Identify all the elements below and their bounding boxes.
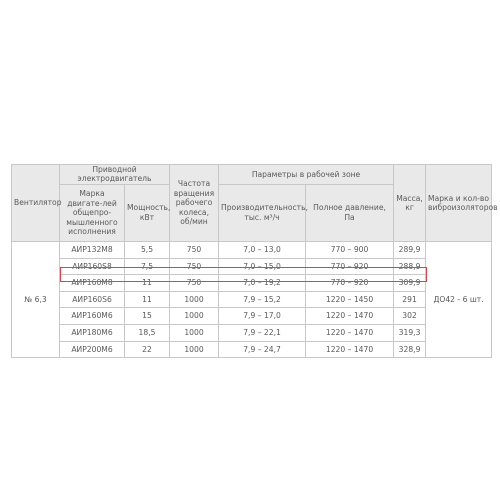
header-mass: Масса, кг [394, 165, 426, 242]
header-isolators: Марка и кол-во виброизоляторов [426, 165, 492, 242]
cell-mass: 309,9 [394, 275, 426, 292]
cell-capacity: 7,9 – 22,1 [219, 324, 306, 341]
cell-motor: АИР180М6 [60, 324, 125, 341]
cell-speed: 1000 [170, 341, 219, 358]
cell-motor: АИР160М6 [60, 308, 125, 325]
spec-table [11, 164, 498, 358]
cell-capacity: 7,0 – 19,2 [219, 275, 306, 292]
table-row [12, 291, 492, 308]
cell-capacity: 7,9 – 17,0 [219, 308, 306, 325]
header-power: Мощность, кВт [125, 184, 170, 241]
cell-speed: 750 [170, 241, 219, 258]
header-motor-brand: Марка двигате-лей общепро-мышленного исполнения [60, 184, 125, 241]
header-fan: Вентилятор [12, 165, 60, 242]
cell-motor: АИР160S8 [60, 258, 125, 275]
cell-speed: 1000 [170, 291, 219, 308]
cell-pressure: 1220 – 1450 [306, 291, 394, 308]
cell-pressure: 770 – 920 [306, 275, 394, 292]
cell-power: 11 [125, 291, 170, 308]
fan-value: № 6,3 [12, 241, 60, 357]
cell-speed: 750 [170, 275, 219, 292]
cell-speed: 750 [170, 258, 219, 275]
cell-motor: АИР160S6 [60, 291, 125, 308]
table-row-highlighted [12, 275, 492, 292]
table-row [12, 258, 492, 275]
cell-motor: АИР200М6 [60, 341, 125, 358]
cell-mass: 328,9 [394, 341, 426, 358]
isolator-value: ДО42 - 6 шт. [426, 241, 492, 357]
cell-mass: 288,9 [394, 258, 426, 275]
cell-mass: 302 [394, 308, 426, 325]
cell-mass: 319,3 [394, 324, 426, 341]
cell-power: 11 [125, 275, 170, 292]
cell-power: 5,5 [125, 241, 170, 258]
cell-motor: АИР160М8 [60, 275, 125, 292]
cell-capacity: 7,0 – 13,0 [219, 241, 306, 258]
cell-capacity: 7,0 – 15,0 [219, 258, 306, 275]
header-drive: Приводной электродвигатель [60, 165, 170, 185]
cell-power: 15 [125, 308, 170, 325]
table-row [12, 324, 492, 341]
table-row [12, 308, 492, 325]
cell-pressure: 1220 – 1470 [306, 324, 394, 341]
header-params: Параметры в рабочей зоне [219, 165, 394, 185]
cell-motor: АИР132М8 [60, 241, 125, 258]
table-row [12, 341, 492, 358]
cell-speed: 1000 [170, 308, 219, 325]
cell-mass: 289,9 [394, 241, 426, 258]
header-capacity: Производительность, тыс. м³/ч [219, 184, 306, 241]
cell-pressure: 770 – 920 [306, 258, 394, 275]
cell-power: 18,5 [125, 324, 170, 341]
cell-pressure: 1220 – 1470 [306, 308, 394, 325]
cell-power: 7,5 [125, 258, 170, 275]
cell-power: 22 [125, 341, 170, 358]
header-pressure: Полное давление, Па [306, 184, 394, 241]
cell-speed: 1000 [170, 324, 219, 341]
cell-capacity: 7,9 – 24,7 [219, 341, 306, 358]
cell-mass: 291 [394, 291, 426, 308]
cell-pressure: 770 – 900 [306, 241, 394, 258]
cell-pressure: 1220 – 1470 [306, 341, 394, 358]
table-row [12, 241, 492, 258]
cell-capacity: 7,9 – 15,2 [219, 291, 306, 308]
header-speed: Частота вращения рабочего колеса, об/мин [170, 165, 219, 242]
